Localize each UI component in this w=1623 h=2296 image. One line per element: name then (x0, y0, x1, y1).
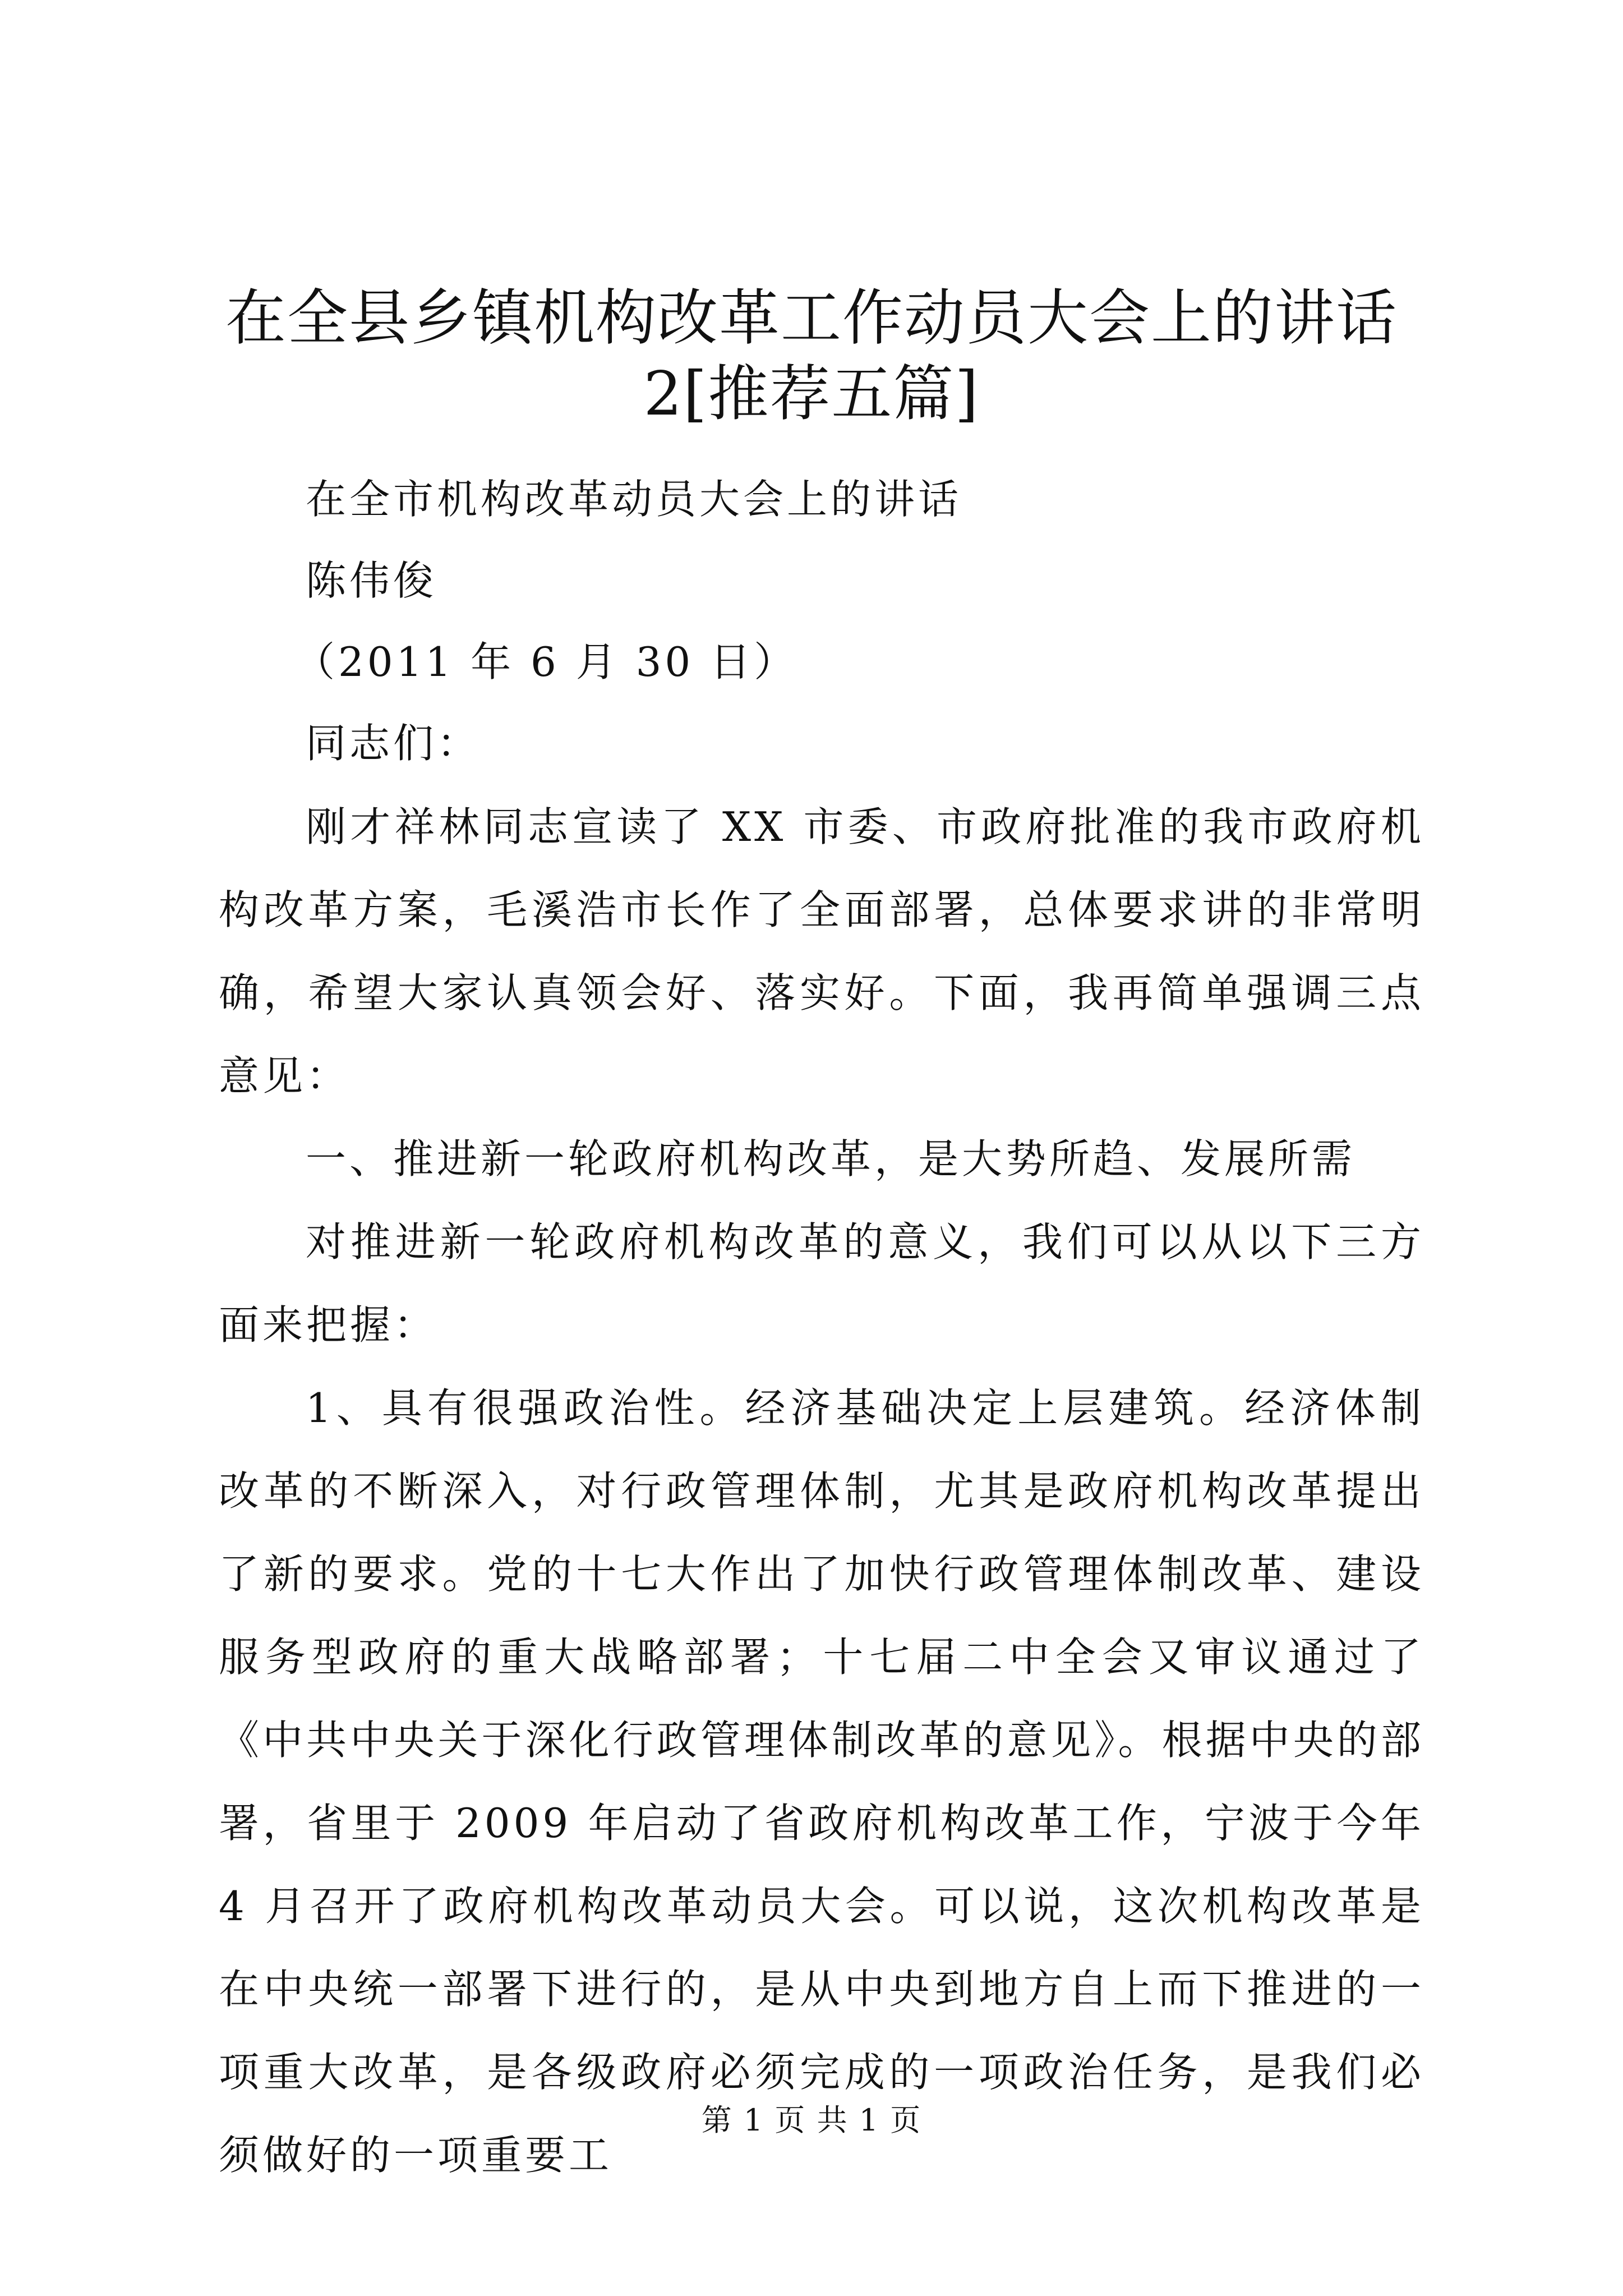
author-name: 陈伟俊 (306, 557, 437, 604)
paragraph: 1、具有很强政治性。经济基础决定上层建筑。经济体制改革的不断深入，对行政管理体制，尤其是政府机构改革提出了新的要求。党的十七大作出了加快行政管理体制改革、建设服务型政府的重大战略部署；十七届二中全会又审议通过了《中共中央关于深化行政管理体制改革的意见》。根据中央的部署，省里于 2009 年启动了省政府机构改革工作，宁波于今年 4 月召开了政府机构改革动员大会。可以说，这次机构改革是在中央统一部署下进行的，是从中央到地方自上而下推进的一项重大改革，是各级政府必须完成的一项政治任务，是我们必须做好的一项重要工 (219, 1384, 1424, 2179)
paragraph: 对推进新一轮政府机构改革的意义，我们可以从以下三方面来把握： (219, 1218, 1424, 1349)
title-line-1: 在全县乡镇机构改革工作动员大会上的讲话 (225, 283, 1398, 353)
body-text (219, 785, 1424, 2197)
speech-subtitle: 在全市机构改革动员大会上的讲话 (306, 476, 962, 523)
section-heading: 一、推进新一轮政府机构改革，是大势所趋、发展所需 (306, 1135, 1356, 1182)
salutation: 同志们： (306, 720, 481, 767)
paragraph: 刚才祥林同志宣读了 XX 市委、市政府批准的我市政府机构改革方案，毛溪浩市长作了全面部署，总体要求讲的非常明确，希望大家认真领会好、落实好。下面，我再简单强调三点意见： (219, 803, 1424, 1099)
document-title (168, 280, 1455, 432)
page-footer: 第 1 页 共 1 页 (701, 2102, 922, 2138)
title-line-2: 2[推荐五篇] (643, 359, 980, 429)
speech-date: （2011 年 6 月 30 日） (294, 638, 798, 685)
